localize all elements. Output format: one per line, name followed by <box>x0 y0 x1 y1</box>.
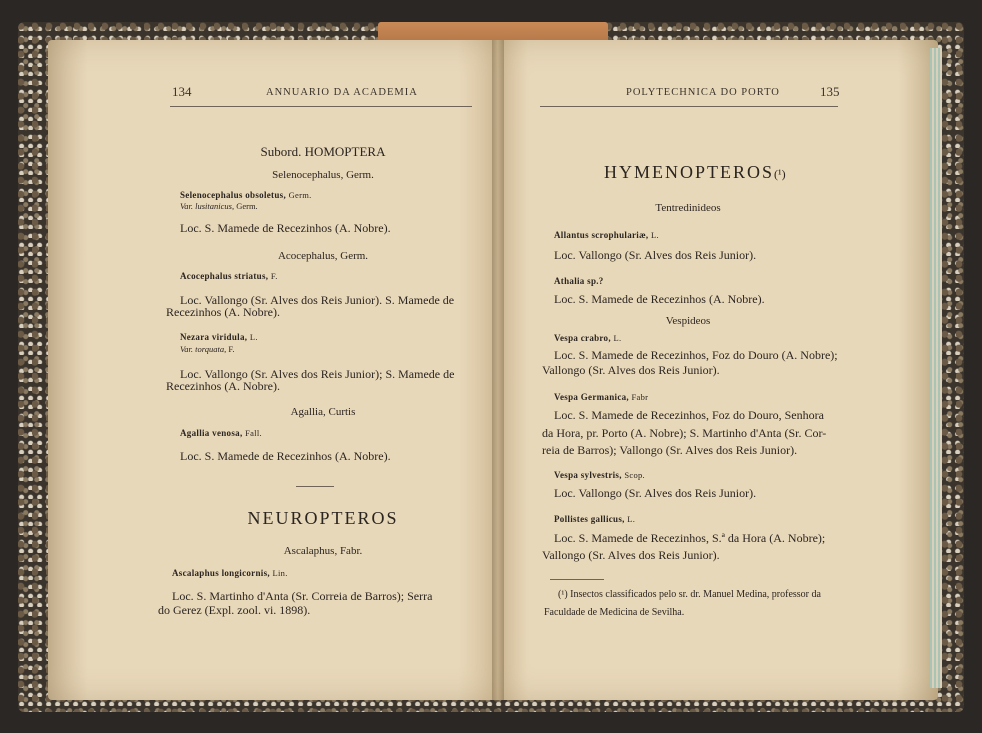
species-name: Agallia venosa, Fall. <box>180 428 262 438</box>
species-name: Ascalaphus longicornis, Lin. <box>172 568 288 578</box>
locality-text: Loc. Vallongo (Sr. Alves dos Reis Junior). <box>554 248 757 262</box>
locality-text: Loc. S. Mamede de Recezinhos (A. Nobre). <box>554 292 765 306</box>
genus-heading: Ascalaphus, Fabr. <box>283 545 363 557</box>
locality-text: Loc. Vallongo (Sr. Alves dos Reis Junior); S. Mamede de <box>180 367 455 381</box>
species-name: Selenocephalus obsoletus, Germ. <box>180 190 312 200</box>
page-number: 134 <box>172 84 192 99</box>
locality-text: Loc. S. Mamede de Recezinhos, Foz do Douro (A. Nobre); <box>554 348 838 362</box>
genus-heading: Selenocephalus, Germ. <box>272 169 374 181</box>
locality-text: Loc. S. Mamede de Recezinhos, S.ª da Hora (A. Nobre); <box>554 531 826 545</box>
locality-text: Loc. S. Martinho d'Anta (Sr. Correia de Barros); Serra <box>172 589 433 603</box>
page-number: 135 <box>820 84 840 99</box>
locality-text: Vallongo (Sr. Alves dos Reis Junior). <box>542 363 720 377</box>
species-name: Vespa Germanica, Fabr <box>554 392 649 402</box>
locality-text: Loc. Vallongo (Sr. Alves dos Reis Junior). <box>554 486 757 500</box>
left-page <box>48 40 498 700</box>
species-name: Athalia sp.? <box>554 276 604 286</box>
species-name: Acocephalus striatus, F. <box>180 271 278 281</box>
locality-text: Loc. S. Mamede de Recezinhos (A. Nobre). <box>180 449 391 463</box>
family-heading: Vespideos <box>665 315 711 327</box>
header-rule <box>540 106 838 107</box>
footnote-rule <box>550 579 604 580</box>
species-name: Vespa sylvestris, Scop. <box>554 470 645 480</box>
family-heading: Tentredinideos <box>655 202 721 214</box>
locality-text: do Gerez (Expl. zool. vi. 1898). <box>158 603 311 617</box>
genus-heading: Agallia, Curtis <box>290 406 356 418</box>
locality-text: Recezinhos (A. Nobre). <box>166 379 280 393</box>
genus-heading: Acocephalus, Germ. <box>277 250 369 262</box>
locality-text: Loc. S. Mamede de Recezinhos, Foz do Douro, Senhora <box>554 408 824 422</box>
species-name: Pollistes gallicus, L. <box>554 514 636 524</box>
locality-text: Loc. S. Mamede de Recezinhos (A. Nobre). <box>180 221 391 235</box>
species-name: Allantus scrophulariæ, L. <box>554 230 659 240</box>
species-name: Vespa crabro, L. <box>554 333 622 343</box>
locality-text: Recezinhos (A. Nobre). <box>166 305 280 319</box>
footnote-text: Faculdade de Medicina de Sevilha. <box>544 607 685 618</box>
locality-text: reia de Barros); Vallongo (Sr. Alves dos Reis Junior). <box>542 443 798 457</box>
locality-text: Loc. Vallongo (Sr. Alves dos Reis Junior). S. Mamede de <box>180 293 455 307</box>
variety-name: Var. torquata, F. <box>180 344 235 354</box>
variety-name: Var. lusitanicus, Germ. <box>180 201 258 211</box>
locality-text: Vallongo (Sr. Alves dos Reis Junior). <box>542 548 720 562</box>
species-name: Nezara viridula, L. <box>180 332 258 342</box>
right-page <box>498 40 938 700</box>
order-heading: NEUROPTEROS <box>247 508 399 528</box>
running-head: POLYTECHNICA DO PORTO <box>626 87 780 98</box>
locality-text: da Hora, pr. Porto (A. Nobre); S. Martinho d'Anta (Sr. Cor- <box>542 426 827 440</box>
section-divider <box>296 486 334 487</box>
header-rule <box>170 106 472 107</box>
page-edges <box>930 48 942 688</box>
order-heading: HYMENOPTEROS(¹) <box>604 162 786 182</box>
book-gutter <box>492 40 504 700</box>
running-head: ANNUARIO DA ACADEMIA <box>266 87 418 98</box>
suborder-heading: Subord. HOMOPTERA <box>260 144 386 159</box>
footnote-text: (¹) Insectos classificados pelo sr. dr. Manuel Medina, professor da <box>558 589 821 600</box>
